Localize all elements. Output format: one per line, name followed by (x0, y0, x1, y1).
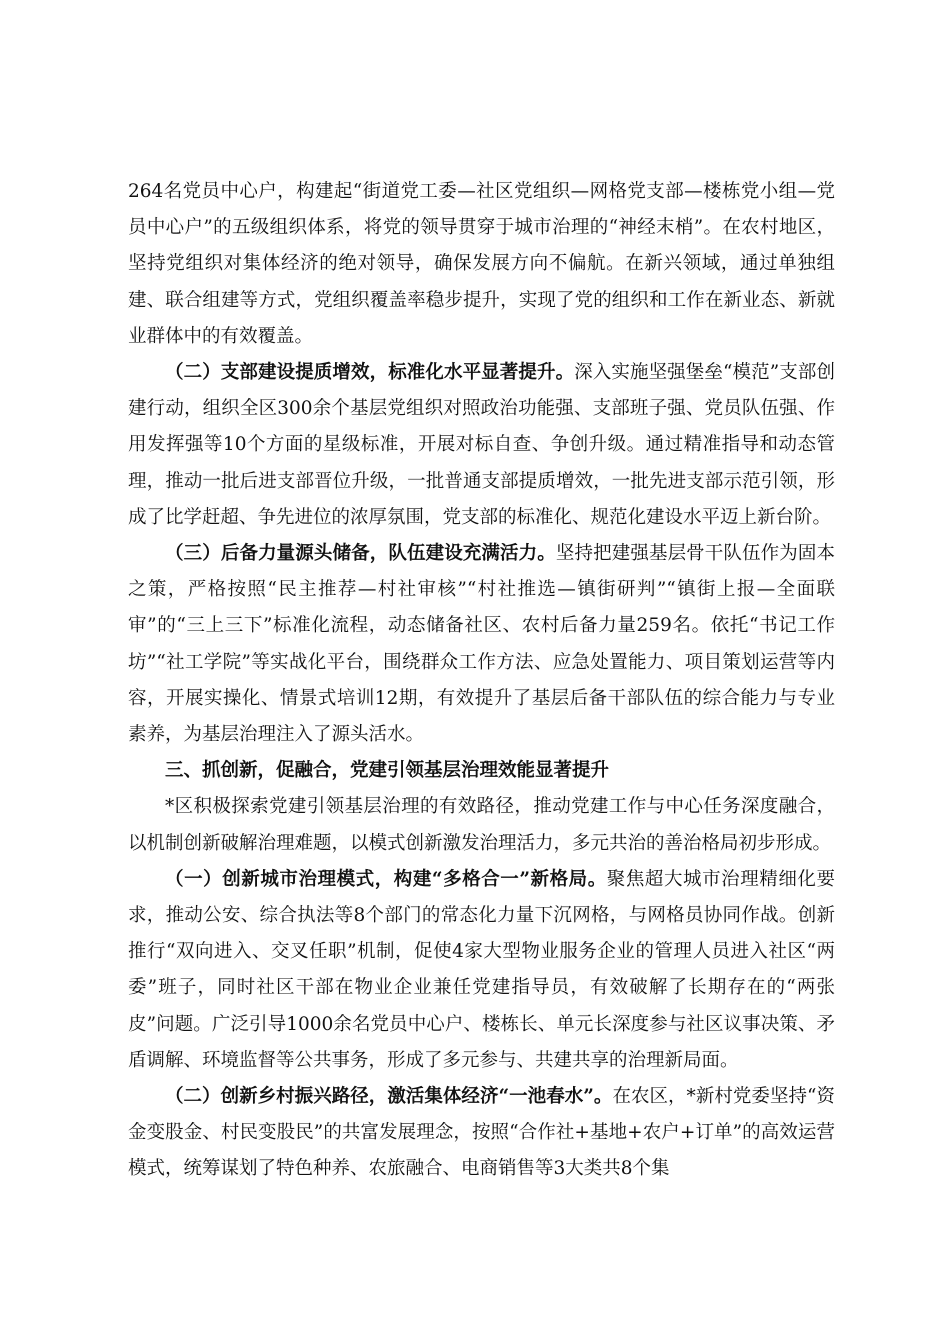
paragraph-text: 坚持把建强基层骨干队伍作为固本之策，严格按照“民主推荐—村社审核”“村社推选—镇街研判”“镇街上报—全面联审”的“三上三下”标准化流程，动态储备社区、农村后备力量259名。依托“书记工作坊”“社工学院”等实战化平台，围绕群众工作方法、应急处置能力、项目策划运营等内容，开展实操化、情景式培训12期，有效提升了基层后备干部队伍的综合能力与专业素养，为基层治理注入了源头活水。 (128, 543, 835, 746)
paragraph-text: 深入实施坚强堡垒“模范”支部创建行动，组织全区300余个基层党组织对照政治功能强、支部班子强、党员队伍强、作用发挥强等10个方面的星级标准，开展对标自查、争创升级。通过精准指导和动态管理，推动一批后进支部晋位升级，一批普通支部提质增效，一批先进支部示范引领，形成了比学赶超、争先进位的浓厚氛围，党支部的标准化、规范化建设水平迈上新台阶。 (128, 362, 835, 528)
paragraph-continuation (128, 174, 835, 355)
paragraph-lead-heading: （二）创新乡村振兴路径，激活集体经济“一池春水”。 (165, 1086, 613, 1108)
document-body (128, 174, 835, 1188)
paragraph-text: 264名党员中心户，构建起“街道党工委—社区党组织—网格党支部—楼栋党小组—党员中心户”的五级组织体系，将党的领导贯穿于城市治理的“神经末梢”。在农村地区，坚持党组织对集体经济的绝对领导，确保发展方向不偏航。在新兴领域，通过单独组建、联合组建等方式，党组织覆盖率稳步提升，实现了党的组织和工作在新业态、新就业群体中的有效覆盖。 (128, 181, 835, 347)
paragraph-lead-heading: （二）支部建设提质增效，标准化水平显著提升。 (165, 362, 575, 384)
paragraph-lead-heading: （三）后备力量源头储备，队伍建设充满活力。 (165, 543, 556, 565)
paragraph-text: 聚焦超大城市治理精细化要求，推动公安、综合执法等8个部门的常态化力量下沉网格，与网格员协同作战。创新推行“双向进入、交叉任职”机制，促使4家大型物业服务企业的管理人员进入社区“两委”班子，同时社区干部在物业企业兼任党建指导员，有效破解了长期存在的“两张皮”问题。广泛引导1000余名党员中心户、楼栋长、单元长深度参与社区议事决策、矛盾调解、环境监督等公共事务，形成了多元参与、共建共享的治理新局面。 (128, 868, 835, 1071)
section-heading: 三、抓创新，促融合，党建引领基层治理效能显著提升 (165, 760, 610, 782)
section-intro: *区积极探索党建引领基层治理的有效路径，推动党建工作与中心任务深度融合，以机制创新破解治理难题，以模式创新激发治理活力，多元共治的善治格局初步形成。 (128, 796, 835, 854)
paragraph-branch-construction (128, 355, 835, 536)
paragraph-rural-revitalization (128, 1079, 835, 1188)
paragraph-reserve-force (128, 536, 835, 753)
paragraph-urban-governance (128, 862, 835, 1079)
paragraph-text: 在农区，*新村党委坚持“资金变股金、村民变股民”的共富发展理念，按照“合作社+基地+农户+订单”的高效运营模式，统筹谋划了特色种养、农旅融合、电商销售等3大类共8个集 (128, 1086, 835, 1180)
paragraph-lead-heading: （一）创新城市治理模式，构建“多格合一”新格局。 (165, 868, 607, 890)
